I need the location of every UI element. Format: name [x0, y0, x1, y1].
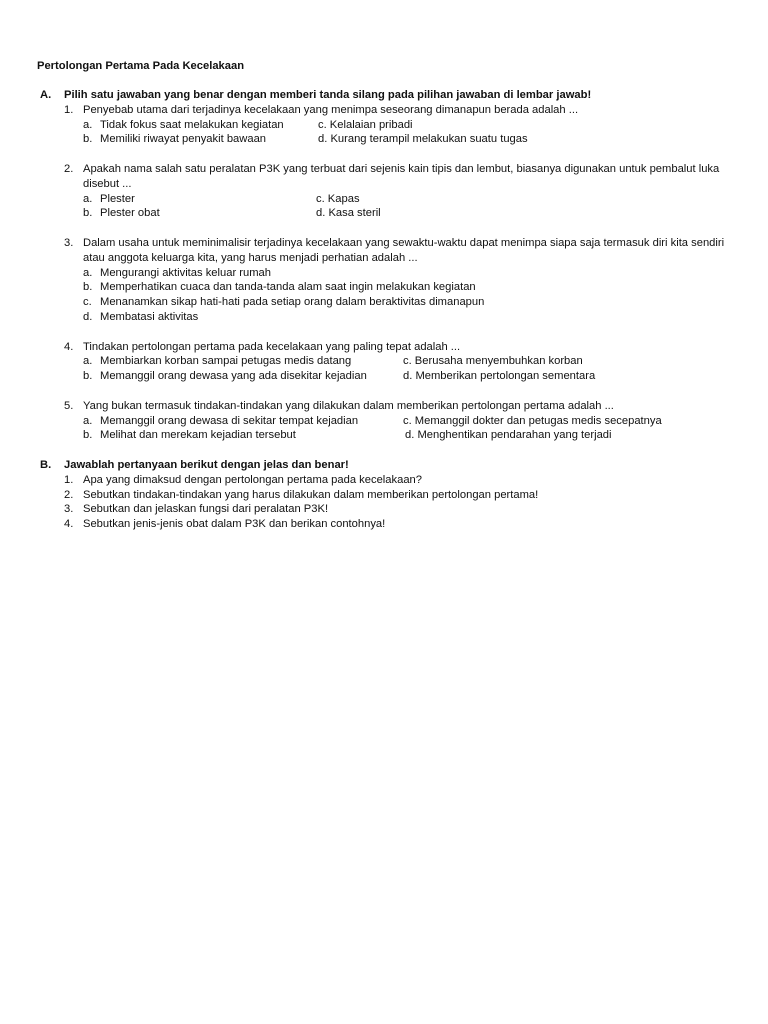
question-text: Sebutkan dan jelaskan fungsi dari peralatan P3K!	[83, 503, 329, 516]
option-a: Membiarkan korban sampai petugas medis datang	[100, 355, 352, 368]
option-label: a.	[83, 266, 93, 279]
option-d: d. Memberikan pertolongan sementara	[403, 370, 596, 383]
option-c: c. Kelalaian pribadi	[318, 118, 413, 131]
option-label: b.	[83, 281, 93, 294]
option-a: Mengurangi aktivitas keluar rumah	[100, 266, 272, 279]
option-row	[40, 414, 740, 429]
option-a: Plester	[100, 192, 135, 205]
question-number: 4.	[64, 518, 74, 531]
section-b-letter: B.	[40, 458, 52, 471]
option-c: c. Kapas	[316, 192, 360, 205]
section-a-instruction: Pilih satu jawaban yang benar dengan memberi tanda silang pada pilihan jawaban di lembar jawab!	[64, 89, 592, 101]
option-d: d. Menghentikan pendarahan yang terjadi	[405, 429, 612, 442]
option-label: b.	[83, 429, 93, 442]
option-label: b.	[83, 207, 93, 220]
question-number: 2.	[64, 488, 74, 501]
option-label: a.	[83, 414, 93, 427]
option-b: Melihat dan merekam kejadian tersebut	[100, 429, 296, 442]
option-row	[40, 280, 740, 295]
option-row	[40, 132, 740, 147]
question-text: Penyebab utama dari terjadinya kecelakaan yang menimpa seseorang dimanapun berada adalah ...	[83, 103, 579, 116]
option-label: b.	[83, 370, 93, 383]
option-label: a.	[83, 192, 93, 205]
option-d: d. Kasa steril	[316, 207, 381, 220]
essay-question	[40, 488, 740, 503]
option-c: c. Berusaha menyembuhkan korban	[403, 355, 583, 368]
question-number: 3.	[64, 503, 74, 516]
question-a4	[40, 340, 740, 355]
option-label: b.	[83, 133, 93, 146]
section-a-letter: A.	[40, 89, 52, 101]
question-text: Apakah nama salah satu peralatan P3K yang terbuat dari sejenis kain tipis dan lembut, biasanya digunakan untuk pembalut luka disebut ...	[83, 162, 720, 190]
question-number: 3.	[64, 236, 74, 249]
document-title: Pertolongan Pertama Pada Kecelakaan	[37, 60, 245, 72]
question-a2	[40, 162, 740, 192]
option-row	[40, 428, 740, 443]
section-b-header	[40, 458, 740, 473]
section-a-header	[40, 88, 740, 103]
option-row	[40, 118, 740, 133]
question-text: Dalam usaha untuk meminimalisir terjadinya kecelakaan yang sewaktu-waktu dapat menimpa siapa saja termasuk diri kita sendiri atau anggota keluarga kita, yang harus menjadi perhatian adalah ...	[83, 236, 725, 264]
question-number: 2.	[64, 162, 74, 175]
option-b: Plester obat	[100, 207, 160, 220]
section-a	[40, 88, 740, 532]
question-text: Sebutkan tindakan-tindakan yang harus dilakukan dalam memberikan pertolongan pertama!	[83, 488, 539, 501]
option-label: c.	[83, 296, 92, 309]
question-number: 1.	[64, 473, 74, 486]
question-a5	[40, 399, 740, 414]
question-a1	[40, 103, 740, 118]
option-row	[40, 192, 740, 207]
question-text: Sebutkan jenis-jenis obat dalam P3K dan berikan contohnya!	[83, 518, 386, 531]
option-label: d.	[83, 310, 93, 323]
option-b: Memiliki riwayat penyakit bawaan	[100, 133, 267, 146]
essay-question	[40, 502, 740, 517]
option-label: a.	[83, 118, 93, 131]
option-c: c. Memanggil dokter dan petugas medis secepatnya	[403, 414, 662, 427]
question-text: Yang bukan termasuk tindakan-tindakan yang dilakukan dalam memberikan pertolongan pertama adalah ...	[83, 399, 614, 412]
option-b: Memanggil orang dewasa yang ada disekitar kejadian	[100, 370, 367, 383]
option-row	[40, 310, 740, 325]
section-b-instruction: Jawablah pertanyaan berikut dengan jelas dan benar!	[64, 458, 349, 471]
option-label: a.	[83, 355, 93, 368]
option-a: Tidak fokus saat melakukan kegiatan	[100, 118, 284, 131]
option-row	[40, 354, 740, 369]
question-text: Apa yang dimaksud dengan pertolongan pertama pada kecelakaan?	[83, 473, 422, 486]
option-d: Membatasi aktivitas	[100, 310, 199, 323]
question-a3	[40, 236, 740, 266]
essay-question	[40, 473, 740, 488]
question-text: Tindakan pertolongan pertama pada kecelakaan yang paling tepat adalah ...	[83, 340, 461, 353]
option-row	[40, 266, 740, 281]
option-c: Menanamkan sikap hati-hati pada setiap orang dalam beraktivitas dimanapun	[100, 296, 485, 309]
option-row	[40, 206, 740, 221]
option-b: Memperhatikan cuaca dan tanda-tanda alam saat ingin melakukan kegiatan	[100, 281, 476, 294]
question-number: 4.	[64, 340, 74, 353]
question-number: 1.	[64, 103, 74, 116]
option-a: Memanggil orang dewasa di sekitar tempat kejadian	[100, 414, 359, 427]
question-number: 5.	[64, 399, 74, 412]
option-row	[40, 369, 740, 384]
essay-question	[40, 517, 740, 532]
option-row	[40, 295, 740, 310]
option-d: d. Kurang terampil melakukan suatu tugas	[318, 133, 528, 146]
